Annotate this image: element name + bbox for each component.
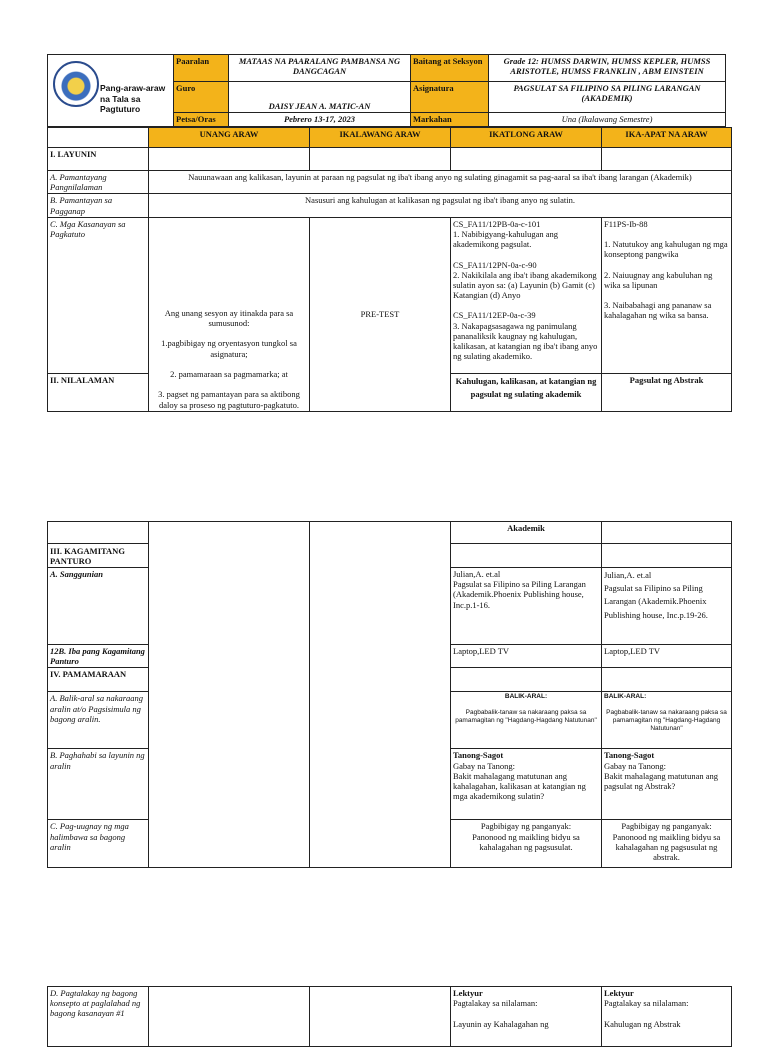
day-header-3: IKATLONG ARAW [451, 128, 602, 148]
balik-text-4: Pagbabalik-tanaw sa nakaraang paksa sa pamamagitan ng "Hagdang-Hagdang Natutunan" [606, 709, 727, 732]
paghahabi-label: B. Paghahabi sa layunin ng aralin [48, 749, 149, 820]
deped-seal-icon [53, 61, 99, 107]
paaralan-label: Paaralan [174, 55, 229, 82]
day-header-4: IKA-APAT NA ARAW [602, 128, 732, 148]
day4-lektyur: Pagtalakay sa nilalaman: Kahulugan ng Abstrak [604, 998, 689, 1029]
kasanayan-label: C. Mga Kasanayan sa Pagkatuto [48, 217, 149, 373]
day4-tanong-cell [602, 749, 732, 820]
lektyur-title: Lektyur [453, 988, 483, 998]
lesson-table-2 [47, 521, 732, 868]
day-header-1: UNANG ARAW [149, 128, 310, 148]
header-table [47, 54, 726, 127]
day2-text: PRE-TEST [310, 217, 451, 411]
akademik-cont: Akademik [451, 522, 602, 544]
balik-label: A. Balik-aral sa nakaraang aralin at/o Pagsisimula ng bagong aralin. [48, 692, 149, 749]
day3-tanong: Gabay na Tanong: Bakit mahalagang matutunan ang kahalagahan, kalikasan at katangian ng mga akademikong sulatin? [453, 760, 586, 802]
lektyur-title-4: Lektyur [604, 988, 634, 998]
logo-label: Pang-araw-araw na Tala sa Pagtuturo [100, 83, 166, 115]
pagtalakay-label: D. Pagtalakay ng bagong konsepto at paglalahad ng bagong kasanayan #1 [48, 987, 149, 1047]
tanong-title-4: Tanong-Sagot [604, 750, 655, 761]
day3-lektyur-cell [451, 987, 602, 1047]
asignatura-value: PAGSULAT SA FILIPINO SA PILING LARANGAN (AKADEMIK) [489, 82, 726, 113]
tanong-title: Tanong-Sagot [453, 750, 504, 761]
day4-kasanayan: F11PS-Ib-88 1. Natutukoy ang kahulugan ng mga konseptong pangwika 2. Naiuugnay ang kabuluhan ng wika sa lipunan 3. Naibabahagi ang pananaw sa kahalagahan ng wika sa bansa. [602, 217, 732, 373]
day3-iba: Laptop,LED TV [451, 645, 602, 668]
day3-kasanayan: CS_FA11/12PB-0a-c-101 1. Nabibigyang-kahulugan ang akademikong pagsulat. CS_FA11/12PN-0a-c-90 2. Nakikilala ang iba't ibang akademikong sulatin ayon sa: (a) Layunin (b) Gamit (c) Katangian (d) Anyo CS_FA11/12EP-0a-c-39 3. Nakapagsasagawa ng panimulang pananaliksik kaugnay ng kahulugan, kalikasan, at katangian ng iba't ibang anyo ng sulating akademiko. [451, 217, 602, 373]
pagganap-label: B. Pamantayan sa Pagganap [48, 194, 149, 217]
day3-balik [451, 692, 602, 749]
pamantayang-value: Nauunawaan ang kalikasan, layunin at paraan ng pagsulat ng iba't ibang anyo ng sulating ginagamit sa pag-aaral sa iba't ibang larangan (Akademik) [149, 171, 732, 194]
asignatura-label: Asignatura [411, 82, 489, 113]
pagganap-value: Nasusuri ang kahulugan at kalikasan ng pagsulat ng iba't ibang anyo ng sulatin. [149, 194, 732, 217]
corner-cell [48, 128, 149, 148]
baitang-value: Grade 12: HUMSS DARWIN, HUMSS KEPLER, HUMSS ARISTOTLE, HUMSS FRANKLIN , ABM EINSTEIN [489, 55, 726, 82]
sanggunian-label: A. Sanggunian [48, 568, 149, 645]
day1-text: Ang unang sesyon ay itinakda para sa sumusunod: 1.pagbibigay ng oryentasyon tungkol sa asignatura; 2. pamamaraan sa pagmamarka; at 3. pagset ng pamantayan para sa aktibong daloy sa proseso ng pagtuturo-pagkatuto. [149, 217, 310, 411]
day3-sanggunian: Julian,A. et.al Pagsulat sa Filipino sa Piling Larangan (Akademik.Phoenix Publishing house, Inc.p.1-16. [451, 568, 602, 645]
lesson-table-3 [47, 986, 732, 1047]
day4-nilalaman: Pagsulat ng Abstrak [602, 373, 732, 411]
petsa-value: Pebrero 13-17, 2023 [229, 113, 411, 127]
iba-label: 12B. Iba pang Kagamitang Panturo [48, 645, 149, 668]
day4-iba: Laptop,LED TV [602, 645, 732, 668]
balik-title: BALIK-ARAL: [504, 693, 548, 701]
paaralan-value: MATAAS NA PAARALANG PAMBANSA NG DANGCAGAN [229, 55, 411, 82]
petsa-label: Petsa/Oras [174, 113, 229, 127]
logo-cell [48, 55, 174, 127]
day3-lektyur: Pagtalakay sa nilalaman: Layunin ay Kahalagahan ng [453, 998, 549, 1029]
baitang-label: Baitang at Seksyon [411, 55, 489, 82]
day4-balik [602, 692, 732, 749]
day4-lektyur-cell [602, 987, 732, 1047]
lesson-table-1 [47, 127, 732, 412]
day3-nilalaman: Kahulugan, kalikasan, at katangian ng pagsulat ng sulating akademik [451, 373, 602, 411]
pamantayang-label: A. Pamantayang Pangnilalaman [48, 171, 149, 194]
day4-tanong: Gabay na Tanong: Bakit mahalagang matutunan ang pagsulat ng Abstrak? [604, 760, 719, 791]
layunin-label: I. LAYUNIN [48, 148, 149, 171]
guro-label: Guro [174, 82, 229, 113]
balik-title-4: BALIK-ARAL: [604, 693, 647, 701]
day4-panganyak: Pagbibigay ng panganyak: Panonood ng maikling bidyu sa kahalagahan ng pagsusulat ng abstrak. [602, 820, 732, 868]
day4-sanggunian: Julian,A. et.al Pagsulat sa Filipino sa Piling Larangan (Akademik.Phoenix Publishing house, Inc.p.19-26. [602, 568, 732, 645]
balik-text: Pagbabalik-tanaw sa nakaraang paksa sa pamamagitan ng "Hagdang-Hagdang Natutunan" [455, 709, 597, 724]
kagamitan-label: III. KAGAMITANG PANTURO [48, 544, 149, 568]
markahan-value: Una (Ikalawang Semestre) [489, 113, 726, 127]
day3-tanong-cell [451, 749, 602, 820]
day3-panganyak: Pagbibigay ng panganyak: Panonood ng maikling bidyu sa kahalagahan ng pagsusulat. [451, 820, 602, 868]
guro-value: DAISY JEAN A. MATIC-AN [229, 82, 411, 113]
markahan-label: Markahan [411, 113, 489, 127]
day-header-2: IKALAWANG ARAW [310, 128, 451, 148]
pamamaraan-label: IV. PAMAMARAAN [48, 668, 149, 692]
pag-uugnay-label: C. Pag-uugnay ng mga halimbawa sa bagong aralin [48, 820, 149, 868]
nilalaman-label: II. NILALAMAN [48, 373, 149, 411]
